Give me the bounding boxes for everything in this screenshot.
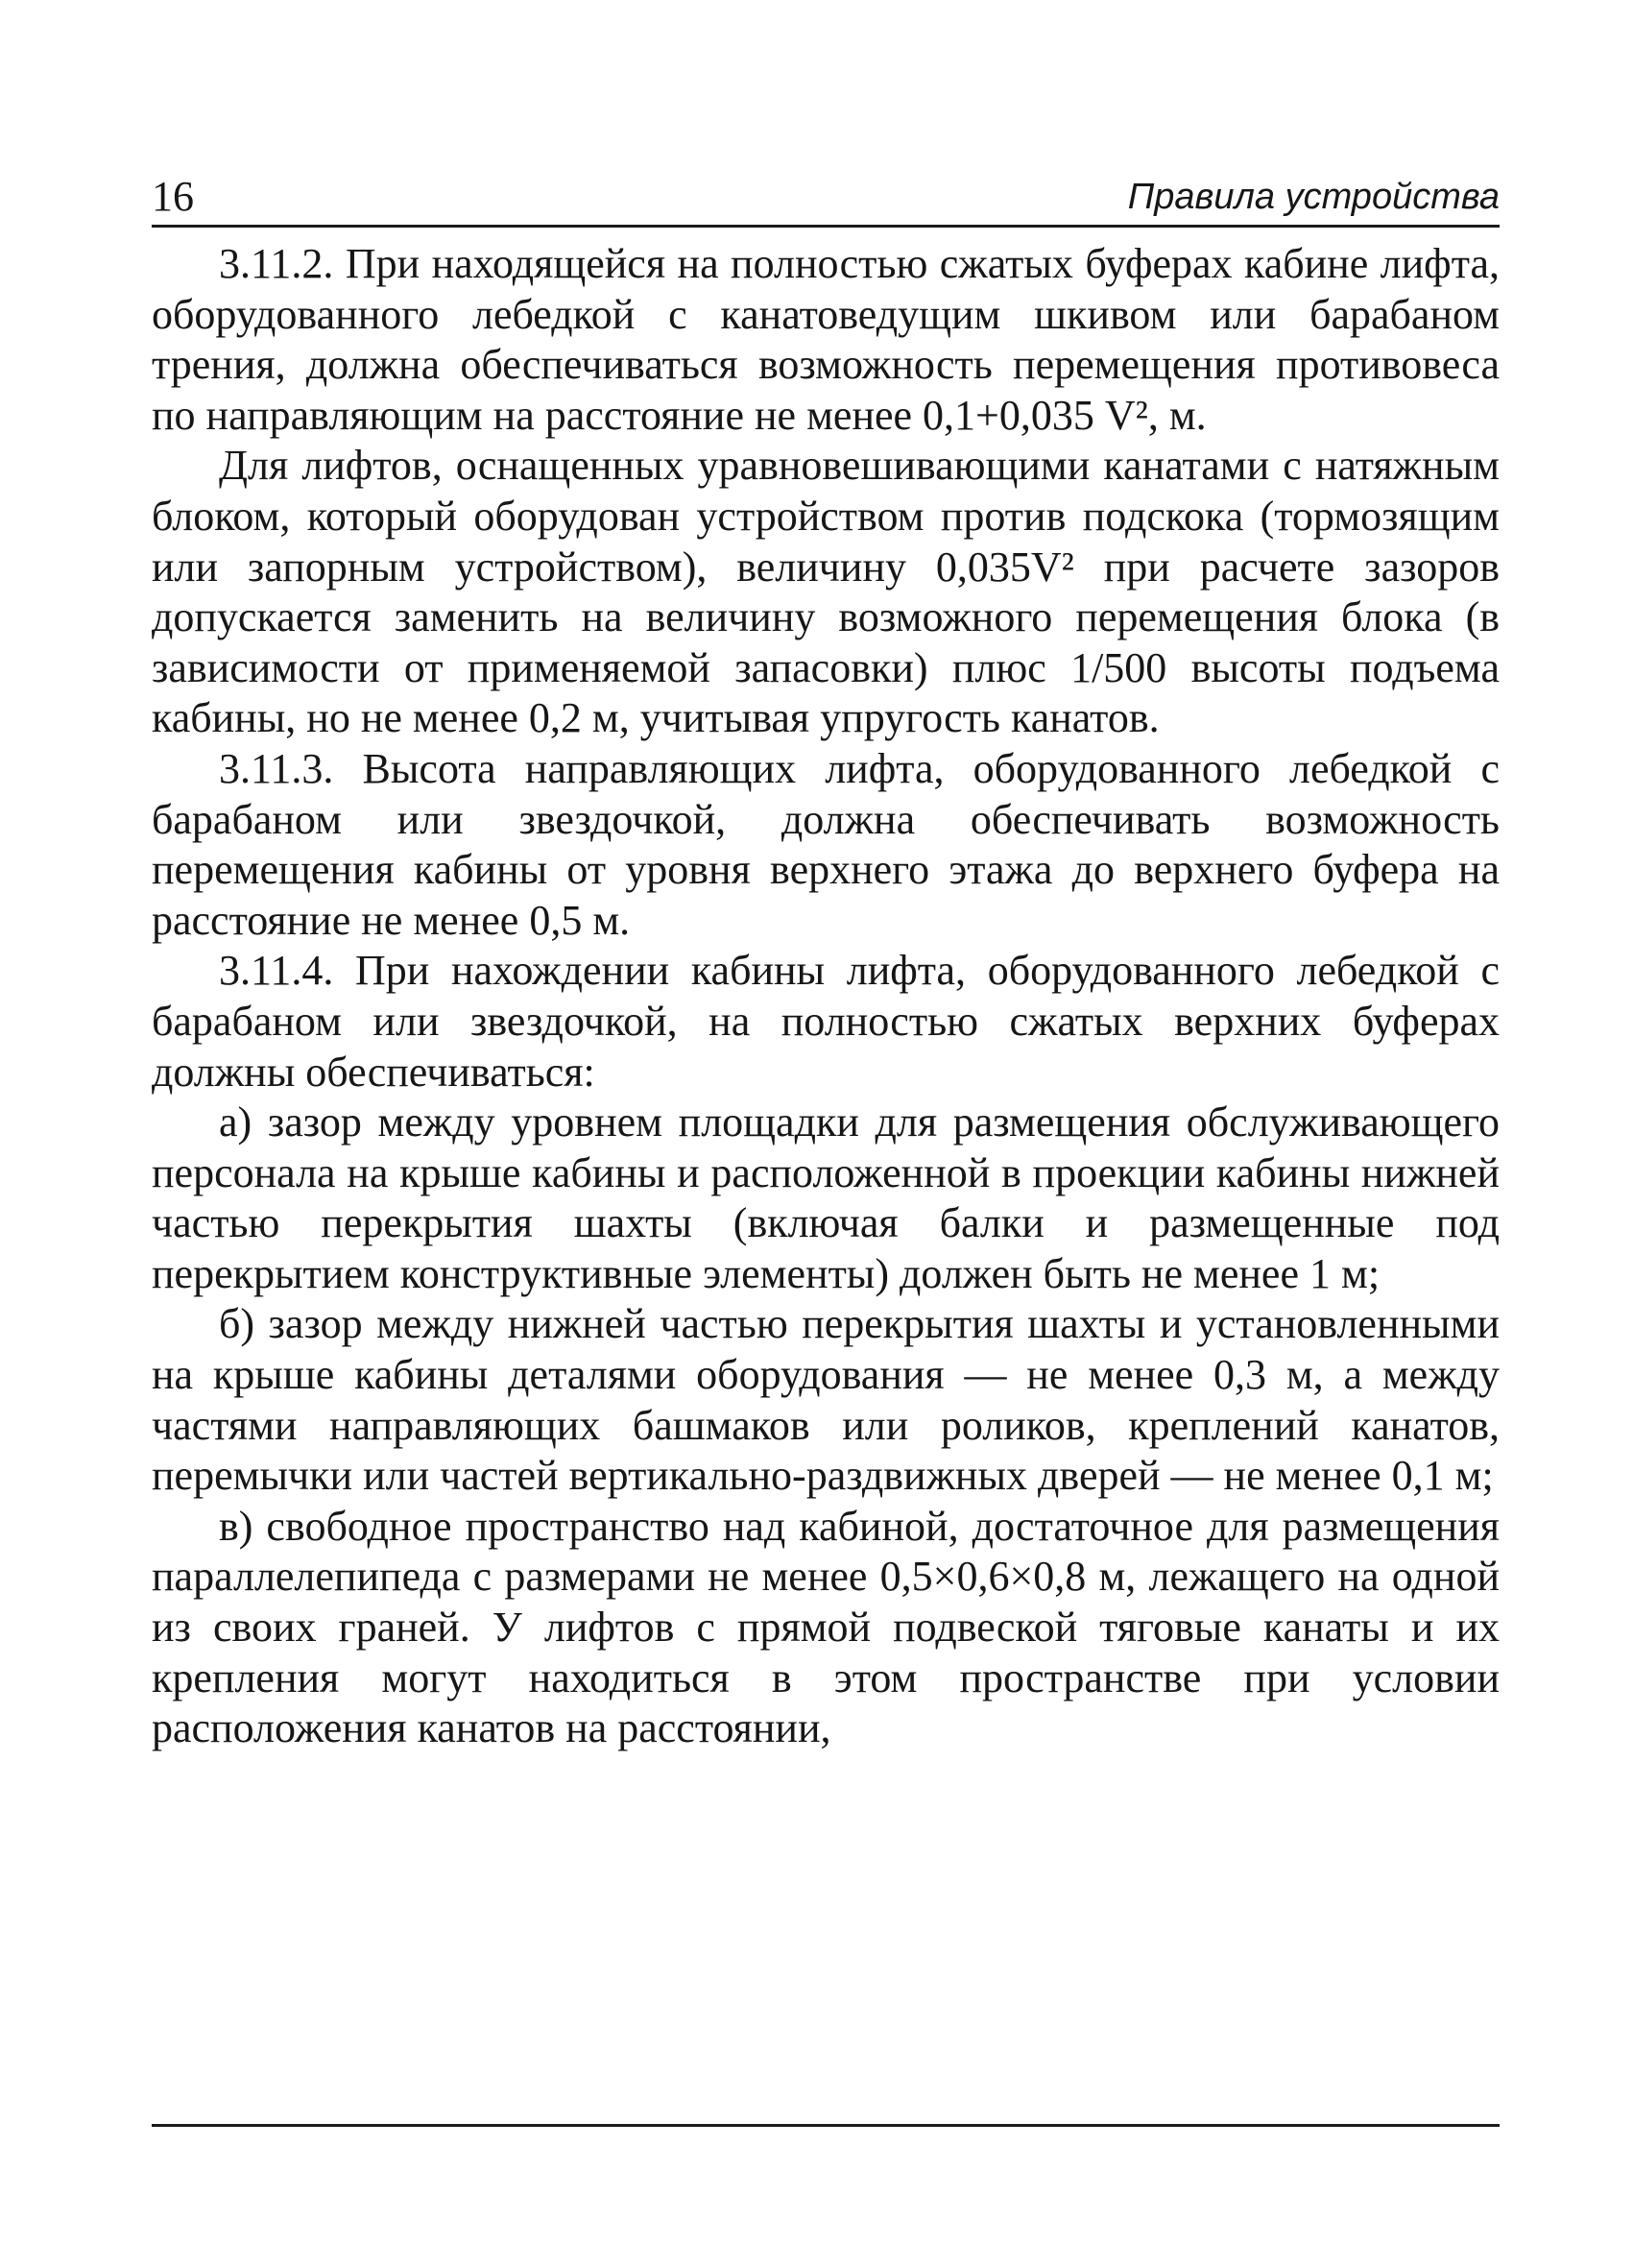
page-header — [152, 173, 1500, 228]
footer-rule — [152, 2124, 1500, 2127]
list-item-b: б) зазор между нижней частью перекрытия шахты и установленными на крыше кабины деталями оборудования — не менее 0,3 м, а между частями направляющих башмаков или роликов, креплений канатов, перемычки или частей вертикально-раздвижных дверей — не менее 0,1 м; — [152, 1300, 1500, 1500]
book-page — [152, 173, 1500, 1754]
paragraph-balancing-ropes: Для лифтов, оснащенных уравновешивающими канатами с натяжным блоком, который оборудован устройством против подскока (тормозящим или запорным устройством), величину 0,035V² при расчете зазоров допускается заменить на величину возможного перемещения блока (в зависимости от применяемой запасовки) плюс 1/500 высоты подъема кабины, но не менее 0,2 м, учитывая упругость канатов. — [152, 442, 1500, 742]
body-text — [152, 239, 1500, 1754]
list-item-a: а) зазор между уровнем площадки для размещения обслуживающего персонала на крыше кабины и расположенной в проекции кабины нижней частью перекрытия шахты (включая балки и размещенные под перекрытием конструктивные элементы) должен быть не менее 1 м; — [152, 1098, 1500, 1297]
paragraph-3-11-4: 3.11.4. При нахождении кабины лифта, оборудованного лебедкой с барабаном или звездочкой, на полностью сжатых верхних буферах должны обеспечиваться: — [152, 947, 1500, 1096]
running-title: Правила устройства — [1127, 177, 1500, 217]
page-number: 16 — [152, 173, 194, 220]
list-item-v: в) свободное пространство над кабиной, достаточное для размещения параллелепипеда с размерами не менее 0,5×0,6×0,8 м, лежащего на одной из своих граней. У лифтов с прямой подвеской тяговые канаты и их крепления могут находиться в этом пространстве при условии расположения канатов на расстоянии, — [152, 1502, 1500, 1752]
paragraph-3-11-3: 3.11.3. Высота направляющих лифта, оборудованного лебедкой с барабаном или звездочкой, должна обеспечивать возможность перемещения кабины от уровня верхнего этажа до верхнего буфера на расстояние не менее 0,5 м. — [152, 744, 1500, 944]
paragraph-3-11-2: 3.11.2. При находящейся на полностью сжатых буферах кабине лифта, оборудованного лебедкой с канатоведущим шкивом или барабаном трения, должна обеспечиваться возможность перемещения противовеса по направляющим на расстояние не менее 0,1+0,035 V², м. — [152, 240, 1500, 439]
